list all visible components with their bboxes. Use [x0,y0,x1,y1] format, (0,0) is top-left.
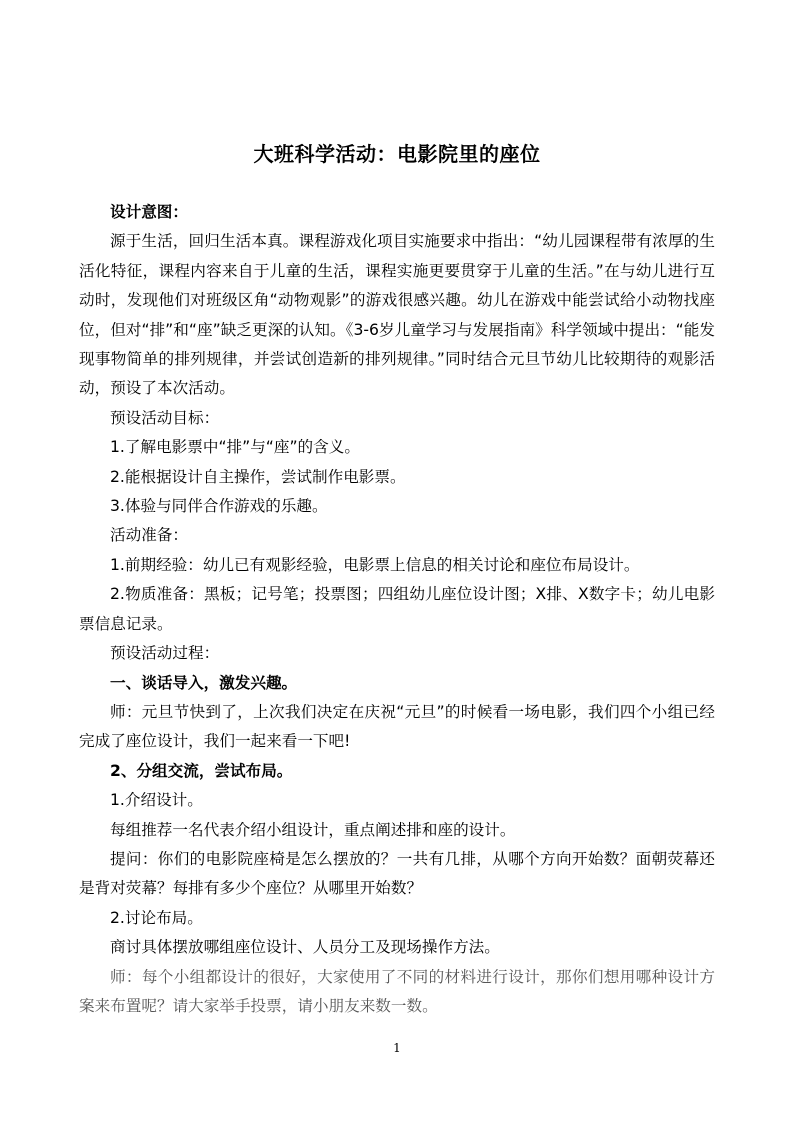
paragraph-step-1-questions: 提问：你们的电影院座椅是怎么摆放的？一共有几排，从哪个方向开始数？面朝荧幕还是背对荧幕？每排有多少个座位？从哪里开始数？ [79,849,715,898]
paragraph-step-1-text: 每组推荐一名代表介绍小组设计，重点阐述排和座的设计。 [110,820,516,839]
paragraph-step-2-teacher: 师：每个小组都设计的很好，大家使用了不同的材料进行设计，那你们想用哪种设计方案来布置呢？请大家举手投票，请小朋友来数一数。 [79,967,715,1015]
paragraph-goal-1: 1.了解电影票中“排”与“座”的含义。 [110,438,360,457]
page-number: 1 [393,1041,401,1055]
paragraph-goals-heading: 预设活动目标： [110,408,220,427]
paragraph-preparation-heading: 活动准备： [110,526,188,545]
paragraph-step-2-heading: 2.讨论布局。 [110,908,203,927]
paragraph-design-intent: 源于生活，回归生活本真。课程游戏化项目实施要求中指出：“幼儿园课程带有浓厚的生活化特征，课程内容来自于儿童的生活，课程实施更要贯穿于儿童的生活。”在与幼儿进行互动时，发现他们对班级区角“动物观影”的游戏很感兴趣。幼儿在游戏中能尝试给小动物找座位，但对“排”和“座”缺乏更深的认知。《3-6岁儿童学习与发展指南》科学领域中提出：“能发现事物简单的排列规律，并尝试创造新的排列规律。”同时结合元旦节幼儿比较期待的观影活动，预设了本次活动。 [79,232,715,398]
paragraph-design-intent-heading: 设计意图： [110,203,188,221]
paragraph-preparation-2: 2.物质准备：黑板；记号笔；投票图；四组幼儿座位设计图；X排、X数字卡；幼儿电影票信息记录。 [79,585,715,633]
paragraph-section-2-heading: 2、分组交流，尝试布局。 [110,761,293,780]
paragraph-step-2-text: 商讨具体摆放哪组座位设计、人员分工及现场操作方法。 [110,938,500,957]
paragraph-preparation-1: 1.前期经验：幼儿已有观影经验，电影票上信息的相关讨论和座位布局设计。 [110,555,640,574]
paragraph-goal-3: 3.体验与同伴合作游戏的乐趣。 [110,497,328,516]
paragraph-goal-2: 2.能根据设计自主操作，尝试制作电影票。 [110,467,406,486]
paragraph-section-1-heading: 一、谈话导入，激发兴趣。 [110,673,298,692]
paragraph-step-1-heading: 1.介绍设计。 [110,791,203,810]
document-body [79,198,715,1021]
paragraph-process-heading: 预设活动过程： [110,644,220,663]
document-title: 大班科学活动：电影院里的座位 [253,142,541,166]
paragraph-section-1-text: 师：元旦节快到了，上次我们决定在庆祝“元旦”的时候看一场电影，我们四个小组已经完成了座位设计，我们一起来看一下吧! [79,702,715,751]
